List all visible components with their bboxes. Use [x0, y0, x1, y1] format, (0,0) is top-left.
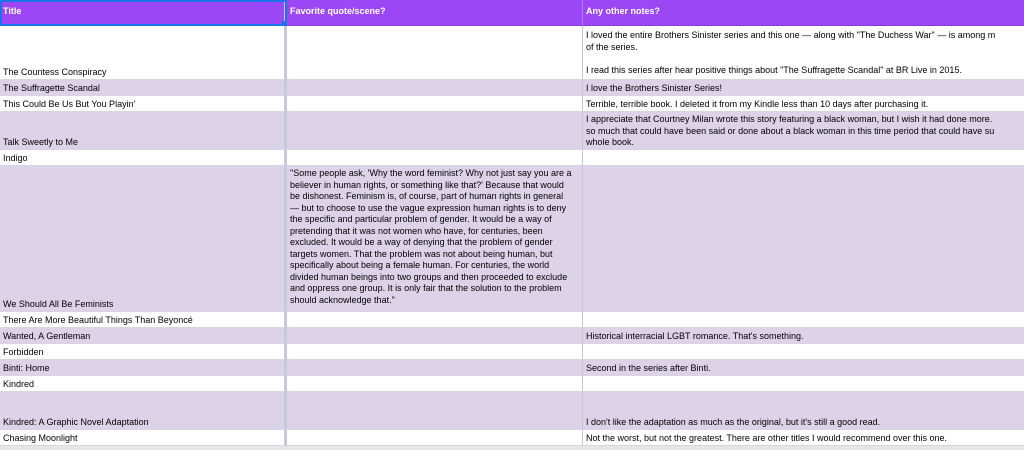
table-row	[0, 166, 1024, 312]
table-row	[0, 312, 1024, 328]
table-row	[0, 96, 1024, 112]
cell-title[interactable]: Wanted, A Gentleman	[0, 328, 287, 344]
cell-notes[interactable]	[583, 166, 1024, 312]
cell-quote[interactable]: "Some people ask, 'Why the word feminist? Why not just say you are a believer in human rights, or something like that?' Because that would be dishonest. Feminism is, of course, part of human rights in general — but to choose to use the vague expression human rights is to deny the specific and particular problem of gender. It would be a way of pretending that it was not women who have, for centuries, been excluded. It would be a way of denying that the problem of gender targets women. That the problem was not about being human, but specifically about being a female human. For centuries, the world divided human beings into two groups and then proceeded to exclude and oppress one group. It is only fair that the solution to the problem should acknowledge that."	[287, 166, 583, 312]
cell-title[interactable]: Kindred	[0, 376, 287, 392]
table-row	[0, 376, 1024, 392]
table-row	[0, 150, 1024, 166]
cell-quote[interactable]	[287, 344, 583, 360]
cell-title[interactable]: Indigo	[0, 150, 287, 166]
table-row	[0, 26, 1024, 80]
cell-notes[interactable]	[583, 376, 1024, 392]
cell-quote[interactable]	[287, 96, 583, 112]
cell-quote[interactable]	[287, 328, 583, 344]
header-notes[interactable]: Any other notes?	[583, 0, 1024, 26]
cell-quote[interactable]	[287, 26, 583, 80]
cell-notes[interactable]: Not the worst, but not the greatest. There are other titles I would recommend over this one.	[583, 430, 1024, 446]
cell-quote[interactable]	[287, 360, 583, 376]
cell-title[interactable]: Kindred: A Graphic Novel Adaptation	[0, 392, 287, 430]
cell-notes[interactable]: Second in the series after Binti.	[583, 360, 1024, 376]
cell-quote[interactable]	[287, 376, 583, 392]
cell-quote[interactable]	[287, 112, 583, 150]
cell-title[interactable]: The Suffragette Scandal	[0, 80, 287, 96]
cell-quote[interactable]	[287, 430, 583, 446]
cell-notes[interactable]: I don't like the adaptation as much as the original, but it's still a good read.	[583, 392, 1024, 430]
cell-notes[interactable]: I appreciate that Courtney Milan wrote this story featuring a black woman, but I wish it had done more. so much that could have been said or done about a black woman in this time period that could have su whole book.	[583, 112, 1024, 150]
cell-quote[interactable]	[287, 312, 583, 328]
table-row	[0, 80, 1024, 96]
cell-title[interactable]: Binti: Home	[0, 360, 287, 376]
cell-quote[interactable]	[287, 80, 583, 96]
cell-notes[interactable]: Terrible, terrible book. I deleted it from my Kindle less than 10 days after purchasing it.	[583, 96, 1024, 112]
table-row	[0, 392, 1024, 430]
cell-quote[interactable]	[287, 392, 583, 430]
table-row	[0, 328, 1024, 344]
cell-title[interactable]: Chasing Moonlight	[0, 430, 287, 446]
header-quote[interactable]: Favorite quote/scene?	[287, 0, 583, 26]
table-row	[0, 430, 1024, 446]
table-row	[0, 112, 1024, 150]
cell-notes[interactable]	[583, 150, 1024, 166]
cell-title[interactable]: The Countess Conspiracy	[0, 26, 287, 80]
cell-title[interactable]: We Should All Be Feminists	[0, 166, 287, 312]
cell-quote[interactable]	[287, 150, 583, 166]
cell-notes[interactable]: I love the Brothers Sinister Series!	[583, 80, 1024, 96]
cell-notes[interactable]: I loved the entire Brothers Sinister series and this one — along with "The Duchess War" — is among m of the series. I read this series after hear positive things about "The Suffragette Scandal" at BR Live in 2015.	[583, 26, 1024, 80]
horizontal-scrollbar-track[interactable]	[0, 446, 1024, 450]
cell-title[interactable]: Talk Sweetly to Me	[0, 112, 287, 150]
cell-title[interactable]: Forbidden	[0, 344, 287, 360]
cell-title[interactable]: This Could Be Us But You Playin'	[0, 96, 287, 112]
table-row	[0, 360, 1024, 376]
header-row	[0, 0, 1024, 26]
cell-notes[interactable]	[583, 344, 1024, 360]
table-row	[0, 344, 1024, 360]
cell-notes[interactable]	[583, 312, 1024, 328]
header-title[interactable]: Title	[0, 0, 287, 26]
cell-notes[interactable]: Historical interracial LGBT romance. That's something.	[583, 328, 1024, 344]
cell-title[interactable]: There Are More Beautiful Things Than Beyoncé	[0, 312, 287, 328]
